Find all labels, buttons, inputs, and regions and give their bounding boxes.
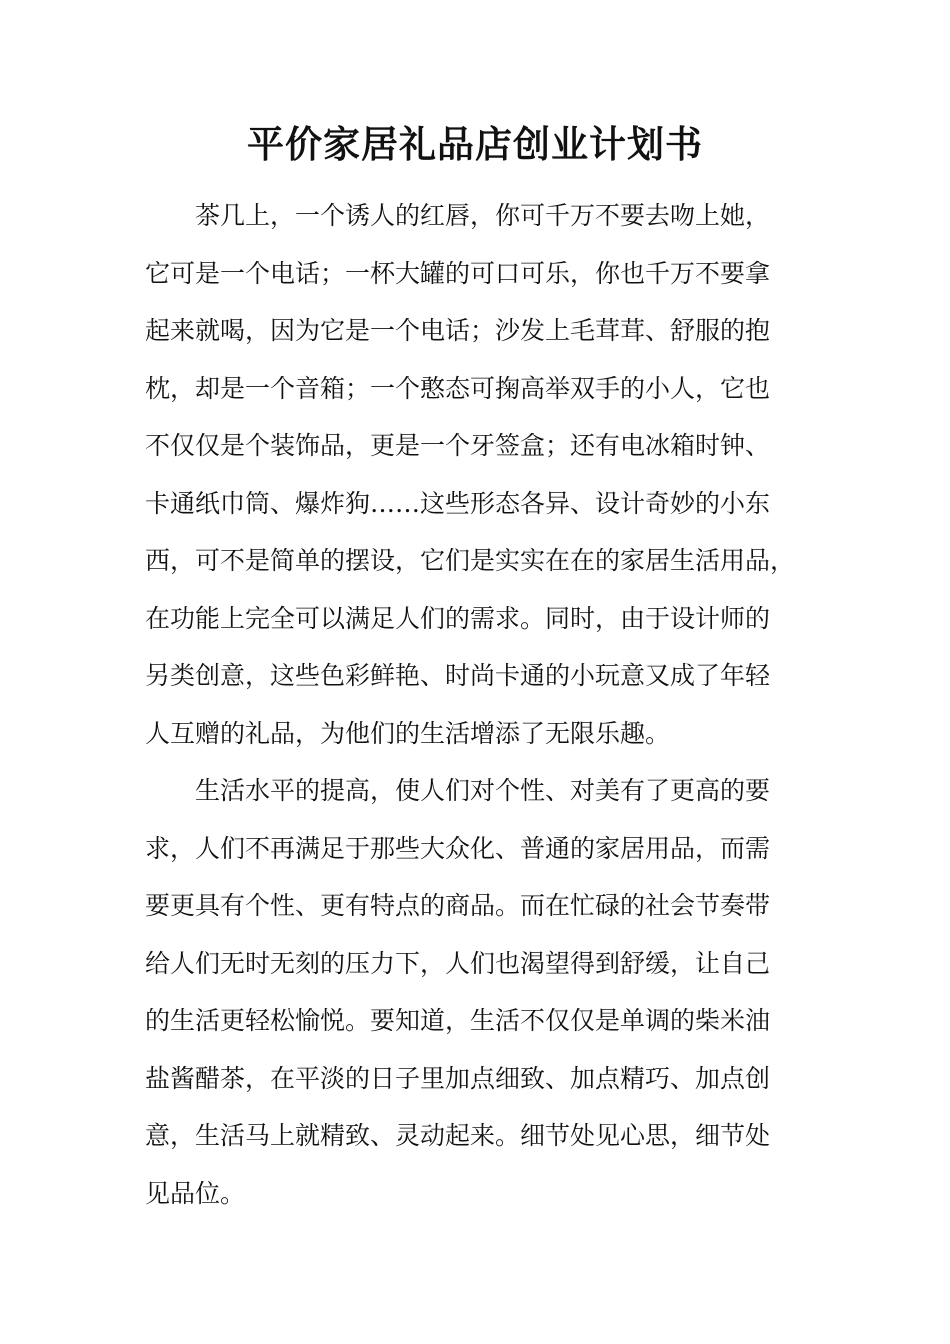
text-line: 它可是一个电话；一杯大罐的可口可乐，你也千万不要拿	[145, 258, 771, 288]
text-line: 卡通纸巾筒、爆炸狗……这些形态各异、设计奇妙的小东	[145, 488, 771, 518]
text-line: 枕，却是一个音箱；一个憨态可掬高举双手的小人，它也	[145, 373, 771, 403]
text-line: 求，人们不再满足于那些大众化、普通的家居用品，而需	[145, 833, 771, 863]
document-body	[145, 187, 797, 1222]
text-line: 起来就喝，因为它是一个电话；沙发上毛茸茸、舒服的抱	[145, 316, 771, 345]
text-line: 人互赠的礼品，为他们的生活增添了无限乐趣。	[145, 718, 671, 748]
text-line: 的生活更轻松愉悦。要知道，生活不仅仅是单调的柴米油	[145, 1006, 771, 1035]
text-line: 见品位。	[145, 1178, 246, 1208]
text-line: 在功能上完全可以满足人们的需求。同时，由于设计师的	[145, 603, 771, 633]
text-line: 西，可不是简单的摆设，它们是实实在在的家居生活用品，	[145, 546, 796, 575]
text-line: 另类创意，这些色彩鲜艳、时尚卡通的小玩意又成了年轻	[145, 661, 771, 690]
text-line: 不仅仅是个装饰品，更是一个牙签盒；还有电冰箱时钟、	[145, 431, 771, 460]
text-line: 给人们无时无刻的压力下，人们也渴望得到舒缓，让自己	[145, 948, 771, 978]
document-title: 平价家居礼品店创业计划书	[247, 122, 703, 166]
text-line: 盐酱醋茶，在平淡的日子里加点细致、加点精巧、加点创	[145, 1063, 771, 1093]
text-line: 茶几上，一个诱人的红唇，你可千万不要去吻上她，	[195, 201, 771, 230]
text-line: 生活水平的提高，使人们对个性、对美有了更高的要	[195, 776, 771, 805]
paragraph-1	[145, 187, 797, 762]
text-line: 要更具有个性、更有特点的商品。而在忙碌的社会节奏带	[145, 891, 771, 920]
text-line: 意，生活马上就精致、灵动起来。细节处见心思，细节处	[145, 1121, 771, 1150]
paragraph-2	[145, 762, 797, 1222]
